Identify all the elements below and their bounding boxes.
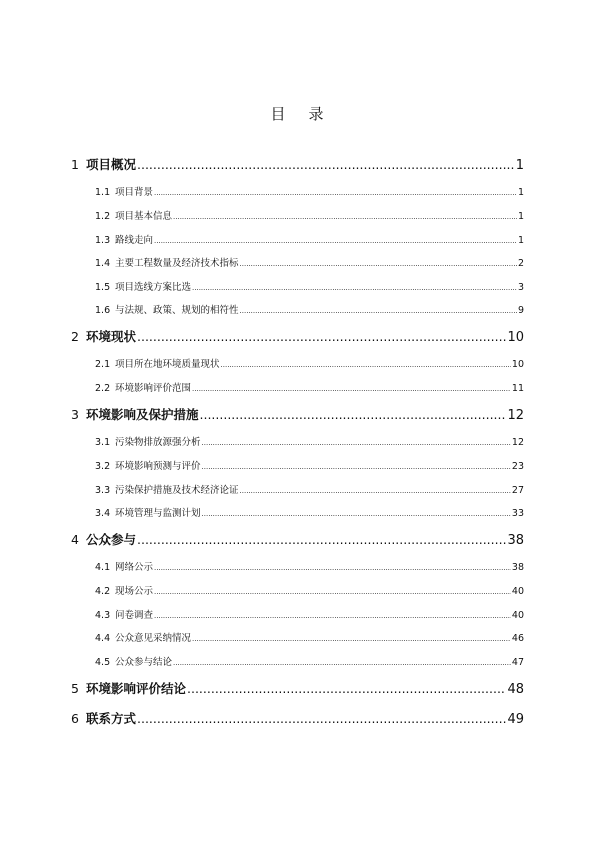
toc-entry[interactable] — [71, 327, 524, 345]
toc-entry[interactable] — [95, 607, 524, 621]
toc-entry-number: 3.2 — [95, 461, 111, 472]
toc-entry-number: 4.5 — [95, 657, 111, 668]
toc-entry-number: 3 — [71, 407, 79, 422]
toc-entry-page-number: 3 — [517, 282, 524, 293]
toc-entry-page-number: 1 — [515, 158, 524, 173]
toc-entry-number: 4.2 — [95, 586, 111, 597]
toc-entry-number: 2 — [71, 329, 79, 344]
toc-entry-number: 1.2 — [95, 211, 111, 222]
toc-leader-dots — [154, 588, 511, 596]
toc-entry-label: 环境现状 — [86, 329, 137, 344]
toc-entry[interactable] — [95, 279, 524, 293]
toc-entry-page-number: 23 — [511, 461, 524, 472]
toc-entry[interactable] — [95, 482, 524, 496]
toc-entry-page-number: 46 — [511, 633, 524, 644]
toc-entry[interactable] — [95, 302, 524, 316]
toc-entry-number: 4.3 — [95, 610, 111, 621]
toc-entry-number: 2.1 — [95, 359, 111, 370]
toc-entry-label: 公众意见采纳情况 — [115, 633, 192, 644]
toc-leader-dots — [154, 612, 511, 620]
toc-entry[interactable] — [71, 405, 524, 423]
toc-entry[interactable] — [95, 434, 524, 448]
toc-entry[interactable] — [95, 505, 524, 519]
toc-entry[interactable] — [95, 255, 524, 269]
toc-entry-label: 网络公示 — [115, 562, 154, 573]
toc-entry-page-number: 40 — [511, 586, 524, 597]
toc-entry[interactable] — [95, 380, 524, 394]
toc-entry[interactable] — [71, 679, 524, 697]
toc-entry-label: 项目概况 — [86, 157, 137, 172]
toc-entry[interactable] — [71, 530, 524, 548]
toc-entry-label: 项目背景 — [115, 187, 154, 198]
toc-entry-number: 2.2 — [95, 383, 111, 394]
toc-entry-label: 环境影响评价范围 — [115, 383, 192, 394]
toc-entry-number: 4.4 — [95, 633, 111, 644]
toc-entry-label: 环境影响预测与评价 — [115, 461, 201, 472]
toc-leader-dots — [137, 329, 506, 344]
toc-entry-label: 项目选线方案比选 — [115, 282, 192, 293]
toc-entry[interactable] — [71, 155, 524, 173]
toc-entry-number: 1 — [71, 157, 79, 172]
toc-entry-label: 污染物排放源强分析 — [115, 437, 201, 448]
toc-leader-dots — [240, 487, 511, 495]
toc-leader-dots — [202, 439, 511, 447]
toc-leader-dots — [154, 564, 511, 572]
toc-leader-dots — [240, 307, 517, 315]
toc-entry-label: 环境影响评价结论 — [86, 681, 187, 696]
toc-entry[interactable] — [95, 654, 524, 668]
toc-entry[interactable] — [95, 232, 524, 246]
toc-entry[interactable] — [71, 709, 524, 727]
toc-entry-label: 环境管理与监测计划 — [115, 508, 201, 519]
toc-leader-dots — [192, 635, 511, 643]
toc-entry[interactable] — [95, 559, 524, 573]
toc-entry-page-number: 38 — [507, 533, 524, 548]
toc-entry-page-number: 47 — [511, 657, 524, 668]
toc-entry-label: 联系方式 — [86, 711, 137, 726]
toc-entry-number: 1.5 — [95, 282, 111, 293]
toc-entry-page-number: 10 — [507, 330, 524, 345]
page-title — [0, 103, 595, 124]
toc-entry-number: 1.6 — [95, 305, 111, 316]
toc-leader-dots — [137, 157, 515, 172]
toc-entry-number: 4.1 — [95, 562, 111, 573]
toc-entry-label: 项目所在地环境质量现状 — [115, 359, 220, 370]
toc-entry-page-number: 9 — [517, 305, 524, 316]
toc-entry-page-number: 1 — [517, 211, 524, 222]
toc-leader-dots — [173, 213, 517, 221]
toc-leader-dots — [192, 385, 511, 393]
toc-entry-page-number: 11 — [511, 383, 524, 394]
toc-entry[interactable] — [95, 630, 524, 644]
toc-entry-page-number: 40 — [511, 610, 524, 621]
toc-leader-dots — [192, 284, 517, 292]
toc-entry-label: 路线走向 — [115, 235, 154, 246]
toc-entry-label: 问卷调查 — [115, 610, 154, 621]
toc-entry-page-number: 10 — [511, 359, 524, 370]
toc-leader-dots — [202, 510, 511, 518]
toc-leader-dots — [240, 260, 517, 268]
toc-leader-dots — [154, 237, 517, 245]
toc-entry-label: 项目基本信息 — [115, 211, 173, 222]
toc-entry-page-number: 2 — [517, 258, 524, 269]
toc-leader-dots — [200, 407, 507, 422]
toc-leader-dots — [221, 361, 511, 369]
toc-entry-number: 1.1 — [95, 187, 111, 198]
toc-entry-page-number: 12 — [511, 437, 524, 448]
toc-entry-page-number: 27 — [511, 485, 524, 496]
toc-entry-label: 公众参与 — [86, 532, 137, 547]
toc-entry-number: 3.4 — [95, 508, 111, 519]
toc-entry-page-number: 48 — [507, 682, 524, 697]
toc-leader-dots — [202, 463, 511, 471]
toc-leader-dots — [137, 711, 506, 726]
toc-entry-number: 1.4 — [95, 258, 111, 269]
toc-entry-number: 3.3 — [95, 485, 111, 496]
toc-leader-dots — [187, 681, 506, 696]
title-char-1: 目 — [270, 105, 287, 123]
toc-entry-number: 6 — [71, 711, 79, 726]
toc-entry[interactable] — [95, 583, 524, 597]
toc-entry-page-number: 38 — [511, 562, 524, 573]
toc-entry-label: 公众参与结论 — [115, 657, 173, 668]
toc-entry-number: 1.3 — [95, 235, 111, 246]
toc-entry-label: 主要工程数量及经济技术指标 — [115, 258, 239, 269]
toc-entry-page-number: 49 — [507, 712, 524, 727]
toc-entry[interactable] — [95, 458, 524, 472]
toc-entry[interactable] — [95, 208, 524, 222]
title-char-2: 录 — [308, 105, 325, 123]
toc-entry[interactable] — [95, 184, 524, 198]
toc-entry-page-number: 33 — [511, 508, 524, 519]
toc-entry-page-number: 1 — [517, 235, 524, 246]
toc-entry-page-number: 1 — [517, 187, 524, 198]
toc-entry-label: 环境影响及保护措施 — [86, 407, 199, 422]
toc-entry-label: 污染保护措施及技术经济论证 — [115, 485, 239, 496]
toc-entry-label: 现场公示 — [115, 586, 154, 597]
toc-entry-label: 与法规、政策、规划的相符性 — [115, 305, 239, 316]
toc-entry-number: 4 — [71, 532, 79, 547]
toc-leader-dots — [173, 659, 511, 667]
toc-entry-number: 3.1 — [95, 437, 111, 448]
toc-leader-dots — [154, 189, 517, 197]
toc-entry[interactable] — [95, 356, 524, 370]
toc-leader-dots — [137, 532, 506, 547]
toc-entry-number: 5 — [71, 681, 79, 696]
toc-entry-page-number: 12 — [507, 408, 524, 423]
